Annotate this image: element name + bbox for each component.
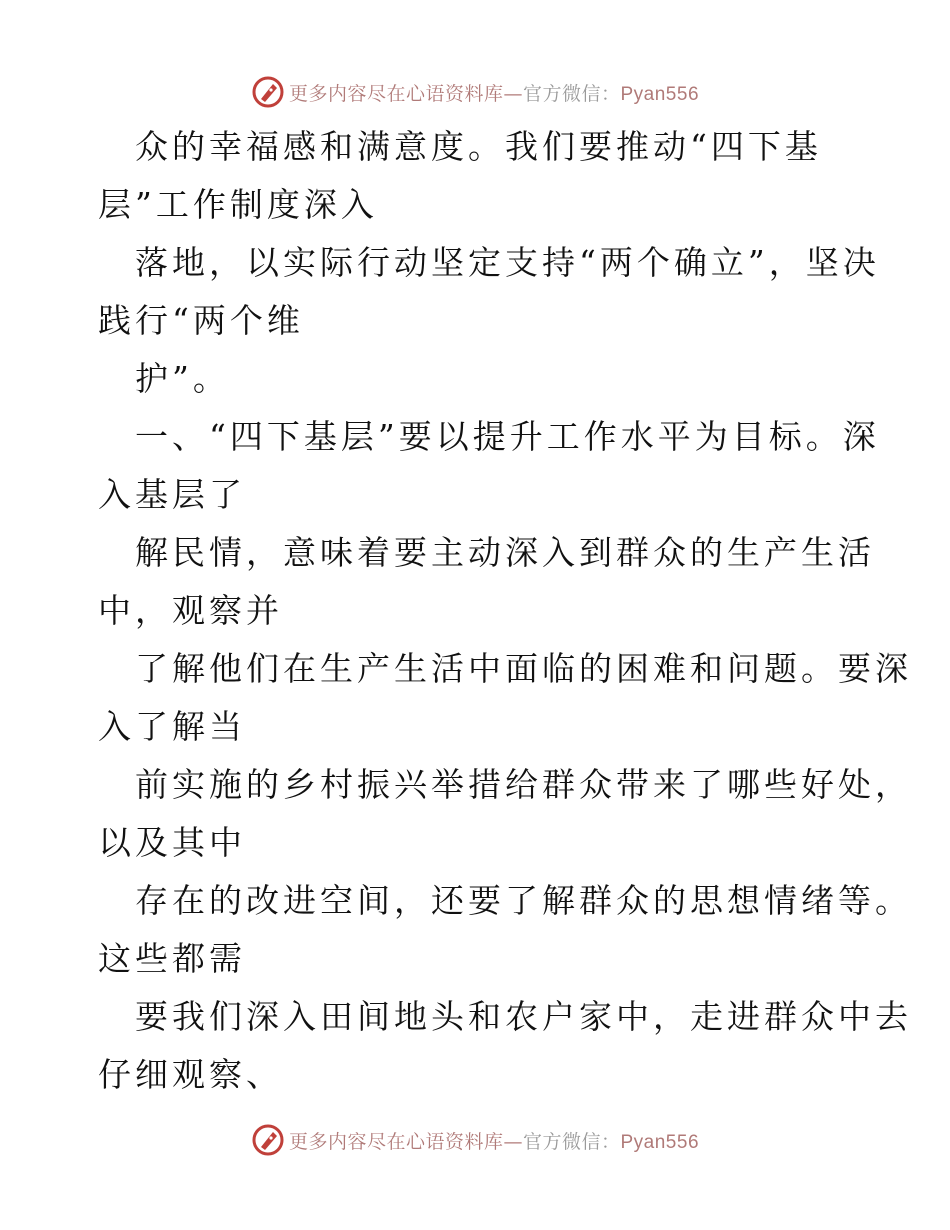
banner-wechat-id: Pyan556 xyxy=(620,1131,700,1153)
body-line: 一、“四下基层”要以提升工作水平为目标。深 xyxy=(135,417,880,456)
body-line: 前实施的乡村振兴举措给群众带来了哪些好处， xyxy=(135,765,912,804)
banner-site-text: 更多内容尽在心语资料库 xyxy=(288,82,504,105)
body-line: 落地，以实际行动坚定支持“两个确立”，坚决 xyxy=(135,243,880,282)
body-line: 中，观察并 xyxy=(98,591,283,630)
body-line: 层”工作制度深入 xyxy=(98,185,378,224)
pen-nib-circle-icon xyxy=(251,1123,285,1157)
banner-wechat-id: Pyan556 xyxy=(620,83,700,105)
body-line: 解民情，意味着要主动深入到群众的生产生活 xyxy=(135,533,875,572)
body-line: 以及其中 xyxy=(98,823,246,862)
body-line: 践行“两个维 xyxy=(98,301,304,340)
body-line: 护”。 xyxy=(135,359,230,398)
body-line: 这些都需 xyxy=(98,939,246,978)
header-banner xyxy=(0,72,950,112)
body-line: 了解他们在生产生活中面临的困难和问题。要深 xyxy=(135,649,912,688)
body-line: 入基层了 xyxy=(98,475,246,514)
banner-site-text: 更多内容尽在心语资料库 xyxy=(288,1130,504,1153)
banner-text xyxy=(289,79,699,106)
banner-official-text: 官方微信： xyxy=(522,82,621,105)
pen-nib-circle-icon xyxy=(251,75,285,109)
banner-separator: — xyxy=(503,1130,523,1153)
body-line: 仔细观察、 xyxy=(98,1055,283,1094)
banner-separator: — xyxy=(503,82,523,105)
body-line: 存在的改进空间，还要了解群众的思想情绪等。 xyxy=(135,881,912,920)
footer-banner xyxy=(0,1120,950,1160)
body-line: 众的幸福感和满意度。我们要推动“四下基 xyxy=(135,127,822,166)
document-body xyxy=(98,118,912,1104)
banner-official-text: 官方微信： xyxy=(522,1130,621,1153)
body-line: 要我们深入田间地头和农户家中，走进群众中去 xyxy=(135,997,912,1036)
banner-text xyxy=(289,1127,699,1154)
body-line: 入了解当 xyxy=(98,707,246,746)
